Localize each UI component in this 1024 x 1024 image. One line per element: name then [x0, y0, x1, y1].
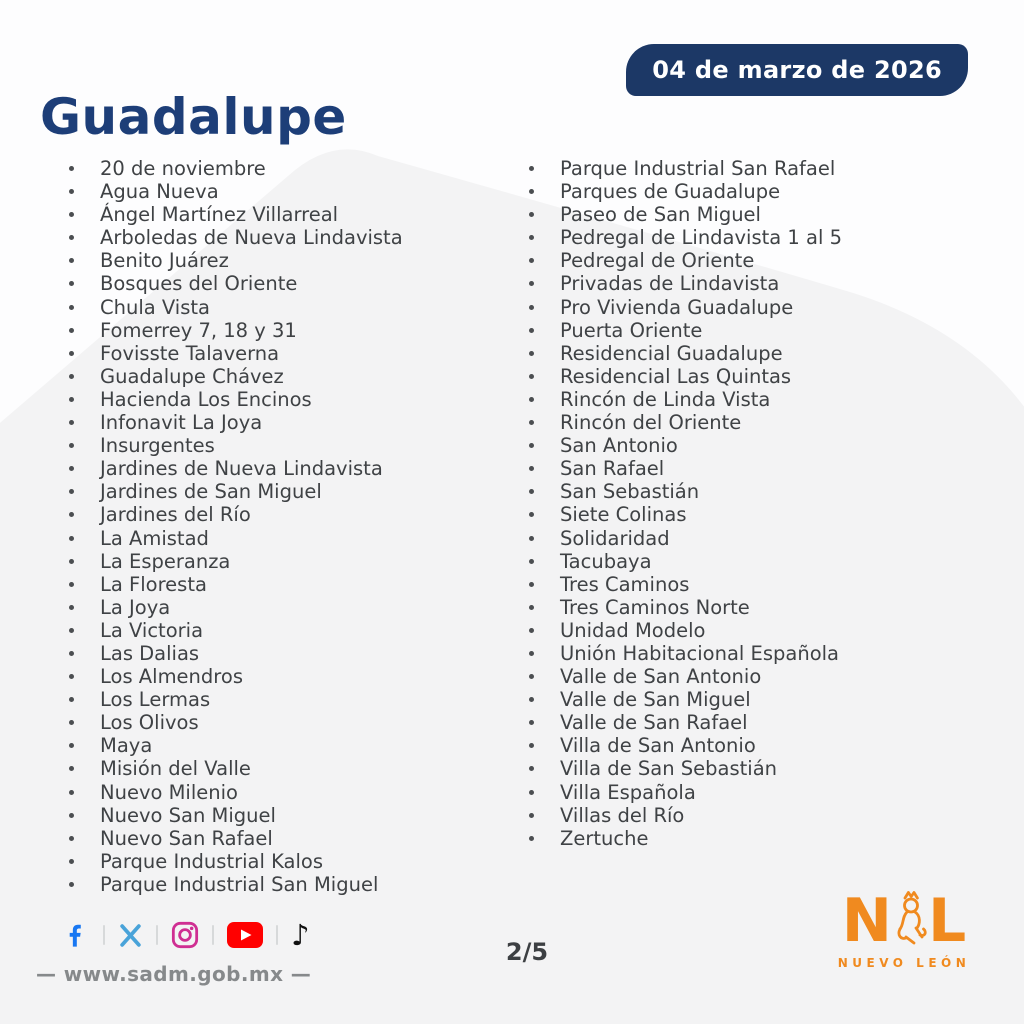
nl-letter-n: N [841, 885, 892, 956]
colonia-item: La Victoria [60, 619, 403, 642]
facebook-icon[interactable] [62, 920, 90, 950]
colonia-item: Fomerrey 7, 18 y 31 [60, 319, 403, 342]
colonia-item: Tres Caminos Norte [520, 596, 842, 619]
colonia-item: Nuevo San Rafael [60, 827, 403, 850]
colonia-item: Pedregal de Oriente [520, 249, 842, 272]
colonia-item: Parque Industrial San Rafael [520, 157, 842, 180]
colonia-item: Nuevo Milenio [60, 781, 403, 804]
colonia-item: Pro Vivienda Guadalupe [520, 296, 842, 319]
divider [103, 925, 105, 945]
date-badge [626, 44, 968, 96]
colonia-item: Las Dalias [60, 642, 403, 665]
colonia-item: Tres Caminos [520, 573, 842, 596]
nl-letter-l: L [927, 885, 967, 956]
colonia-item: Unión Habitacional Española [520, 642, 842, 665]
colonia-item: Parque Industrial Kalos [60, 850, 403, 873]
colonia-item: Guadalupe Chávez [60, 365, 403, 388]
colonia-item: Paseo de San Miguel [520, 203, 842, 226]
colonia-item: Nuevo San Miguel [60, 804, 403, 827]
colonia-item: Hacienda Los Encinos [60, 388, 403, 411]
colonia-item: Valle de San Miguel [520, 688, 842, 711]
colonia-item: Agua Nueva [60, 180, 403, 203]
colonia-item: Chula Vista [60, 296, 403, 319]
colonia-item: Residencial Las Quintas [520, 365, 842, 388]
colonia-item: Maya [60, 734, 403, 757]
website-url: — www.sadm.gob.mx — [36, 962, 312, 986]
instagram-icon[interactable] [171, 921, 199, 949]
colonia-item: Infonavit La Joya [60, 411, 403, 434]
colonia-item: Los Almendros [60, 665, 403, 688]
colonia-item: Pedregal de Lindavista 1 al 5 [520, 226, 842, 249]
colonias-column-left [60, 157, 403, 896]
colonia-item: Los Lermas [60, 688, 403, 711]
colonia-item: Fovisste Talaverna [60, 342, 403, 365]
colonia-item: Villa Española [520, 781, 842, 804]
colonia-item: San Antonio [520, 434, 842, 457]
colonia-item: Parque Industrial San Miguel [60, 873, 403, 896]
page-indicator: 2/5 [505, 938, 549, 966]
colonia-item: Arboledas de Nueva Lindavista [60, 226, 403, 249]
colonia-item: Valle de San Antonio [520, 665, 842, 688]
colonia-item: Insurgentes [60, 434, 403, 457]
divider [212, 925, 214, 945]
divider [276, 925, 278, 945]
colonia-item: La Floresta [60, 573, 403, 596]
colonia-item: Jardines de San Miguel [60, 480, 403, 503]
colonia-item: Bosques del Oriente [60, 272, 403, 295]
colonia-item: Tacubaya [520, 550, 842, 573]
tiktok-icon[interactable]: ♪ [291, 918, 310, 952]
colonia-item: 20 de noviembre [60, 157, 403, 180]
social-icons-row [62, 918, 310, 952]
colonia-item: Rincón del Oriente [520, 411, 842, 434]
colonia-item: Jardines de Nueva Lindavista [60, 457, 403, 480]
colonia-item: Unidad Modelo [520, 619, 842, 642]
colonia-item: Zertuche [520, 827, 842, 850]
colonia-item: Jardines del Río [60, 503, 403, 526]
nuevo-leon-logo [826, 885, 982, 970]
colonia-item: San Sebastián [520, 480, 842, 503]
colonia-item: La Joya [60, 596, 403, 619]
colonia-item: Valle de San Rafael [520, 711, 842, 734]
colonia-item: San Rafael [520, 457, 842, 480]
nl-logo-caption: NUEVO LEÓN [837, 956, 971, 970]
colonia-item: Puerta Oriente [520, 319, 842, 342]
colonia-item: Privadas de Lindavista [520, 272, 842, 295]
date-text: 04 de marzo de 2026 [652, 56, 942, 84]
colonia-item: Parques de Guadalupe [520, 180, 842, 203]
colonia-item: Los Olivos [60, 711, 403, 734]
colonia-item: Rincón de Linda Vista [520, 388, 842, 411]
colonia-item: Villas del Río [520, 804, 842, 827]
colonia-item: Misión del Valle [60, 757, 403, 780]
page-title: Guadalupe [40, 88, 347, 146]
lion-icon [889, 890, 931, 951]
x-icon[interactable] [118, 923, 143, 948]
colonia-item: Residencial Guadalupe [520, 342, 842, 365]
colonia-item: La Amistad [60, 527, 403, 550]
colonia-item: Villa de San Sebastián [520, 757, 842, 780]
nl-logo-letters [826, 885, 982, 956]
colonia-item: Benito Juárez [60, 249, 403, 272]
youtube-icon[interactable] [227, 922, 263, 948]
divider [156, 925, 158, 945]
colonia-item: Siete Colinas [520, 503, 842, 526]
colonia-item: Ángel Martínez Villarreal [60, 203, 403, 226]
colonia-item: La Esperanza [60, 550, 403, 573]
colonia-item: Villa de San Antonio [520, 734, 842, 757]
colonia-item: Solidaridad [520, 527, 842, 550]
colonias-column-right [520, 157, 842, 850]
